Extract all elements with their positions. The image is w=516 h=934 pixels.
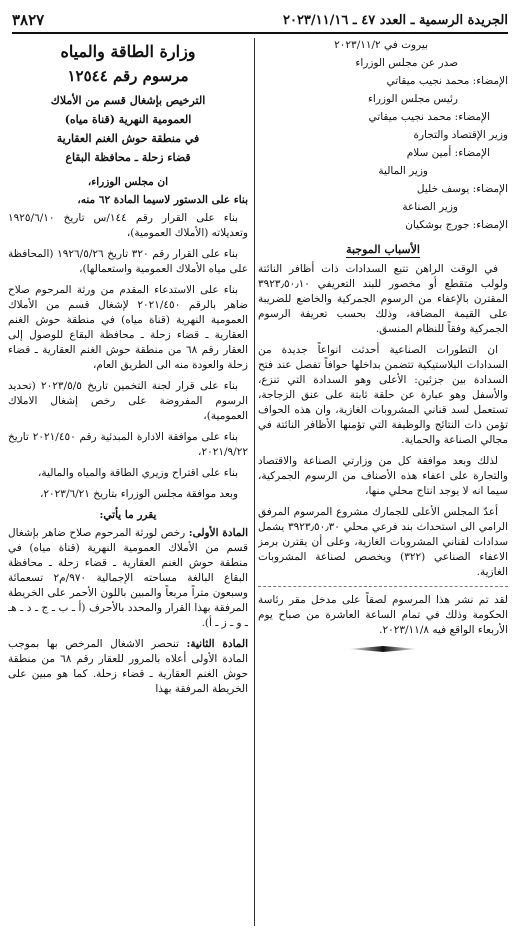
- ornament-divider: [348, 646, 418, 652]
- signature-line: الإمضاء: يوسف خليل: [416, 183, 508, 195]
- gazette-issue-title: الجريدة الرسمية ـ العدد ٤٧ ـ ٢٠٢٣/١١/١٦: [282, 12, 508, 28]
- subject-line: في منطقة حوش الغنم العقارية: [56, 132, 200, 145]
- signature-line: الإمضاء: محمد نجيب ميقاتي: [386, 75, 508, 87]
- constitution-recital: بناء على الدستور لاسيما المادة ٦٢ منه،: [77, 194, 248, 206]
- reason-paragraph: ان التطورات الصناعية أحدثت انواعاً جديدة من السدادات البلاستيكية تتضمن بداخلها حوافاً تفصل عند فتح السدادة بين جزئين: الأعلى وهو السدادة التي تنزع، والأسفل وهو عبارة عن حلقة ثابتة على عنق الزجاجة، تستعمل لسد قناني المشروبات الغازية، وان هذه الحواف تؤمن ذات النتائج والوظيفة التي تؤمنها الأظافر النائتة في مجالي الصناعة والحماية.: [258, 344, 508, 446]
- recital-paragraph: وبعد موافقة مجلس الوزراء بتاريخ ٢٠٢٣/٦/٢١،: [40, 488, 238, 500]
- article-1: [8, 526, 248, 631]
- council-intro: ان مجلس الوزراء،: [87, 176, 169, 188]
- article-2-label: المادة الثانية:: [186, 638, 248, 650]
- reasons-section: [258, 262, 508, 580]
- recital-paragraph: بناء على موافقة الادارة المبدئية رقم ٢٠٢١/٤٥٠ تاريخ ٢٠٢١/٩/٢٢،: [8, 431, 248, 458]
- recital-paragraph: بناء على القرار رقم ١٤٤/س تاريخ ١٩٢٥/٦/١٠ وتعديلاته (الأملاك العمومية)،: [8, 212, 248, 239]
- signature-line: الإمضاء: جورج بوشكيان: [405, 219, 508, 231]
- page-header: [12, 8, 508, 34]
- article-1-label: المادة الأولى:: [188, 527, 248, 539]
- reasons-title: الأسباب الموجبة: [346, 243, 420, 256]
- recitals-list: [8, 211, 248, 502]
- signature-line: صدر عن مجلس الوزراء: [355, 57, 458, 69]
- recital-paragraph: بناء على قرار لجنة التخمين تاريخ ٢٠٢٣/٥/٥ (تحديد الرسوم المفروضة على رخص إشغال الاملاك العمومية)،: [8, 380, 248, 422]
- separator: [258, 586, 508, 587]
- article-2: [8, 637, 248, 697]
- publication-notice: لقد تم نشر هذا المرسوم لصقاً على مدخل مقر رئاسة الحكومة وذلك في تمام الساعة العاشرة من صباح يوم الأربعاء الواقع فيه ٢٠٢٣/١١/٨.: [258, 594, 508, 636]
- recital-paragraph: بناء على الاستدعاء المقدم من ورثة المرحوم صلاح ضاهر بالرقم ٢٠٢١/٤٥٠ لإشغال قسم من الأملاك العمومية النهرية (قناة مياه) في منطقة حوش الغنم العقارية ـ قضاء زحلة ـ محافظة البقاع للوصول إلى العقار رقم ٦٨ من منطقة حوش الغنم العقارية ـ قضاء زحلة والعودة منه الى الطريق العام،: [8, 284, 248, 371]
- subject-line: قضاء زحلة ـ محافظة البقاع: [65, 151, 191, 164]
- reason-paragraph: لذلك وبعد موافقة كل من وزارتي الصناعة والاقتصاد والتجارة على اعفاء هذه الأصناف من الرسوم الجمركية، سيما انه لا يوجد انتاج محلي منها،: [258, 455, 508, 497]
- right-column: [258, 38, 508, 928]
- signature-line: وزير الصناعة: [402, 201, 458, 213]
- subject-line: العمومية النهرية (قناة مياه): [64, 113, 192, 126]
- reason-paragraph: أعدّ المجلس الأعلى للجمارك مشروع المرسوم المرفق الرامي الى استحداث بند فرعي محلي ٣٩٢٣٫٥٠٫٣٠ يشمل سدادات لقناني المشروبات الغازية، وعلى أن يقترن برمز الاعفاء الصناعي (٣٢٢) ويخصص لصناعة المشروبات الغازية.: [258, 506, 508, 578]
- signature-line: بيروت في ٢٠٢٣/١١/٢: [334, 39, 428, 51]
- decree-number: مرسوم رقم ١٢٥٤٤: [67, 67, 189, 85]
- article-1-text: رخص لورثة المرحوم صلاح ضاهر بإشغال قسم من الأملاك العمومية النهرية (قناة مياه) في منطقة حوش الغنم العقارية ـ قضاء زحلة ـ محافظة البقاع البالغة مساحته الإجمالية ٩٧٠/م٢ تسعمائة وسبعون متراً مربعاً والمبين باللون الأحمر على الخريطة المرفقة بهذا القرار والمحدد بالأحرف (أ ـ ب ـ ج ـ د ـ هـ ـ و ـ ز ـ أ).: [8, 527, 248, 629]
- article-2-text: تنحصر الاشغال المرخص بها بموجب المادة الأولى أعلاه بالمرور للعقار رقم ٦٨ من منطقة حوش الغنم العقارية ـ قضاء زحلة. كما هو مبين على الخريطة المرفقة بهذا: [8, 638, 248, 695]
- recital-paragraph: بناء على اقتراح وزيري الطاقة والمياه والمالية،: [38, 467, 238, 479]
- signature-line: الإمضاء: أمين سلام: [406, 147, 490, 159]
- recital-paragraph: بناء على القرار رقم ٣٢٠ تاريخ ١٩٢٦/٥/٢٦ (المحافظة على مياه الأملاك العمومية واستعمالها)،: [8, 248, 248, 275]
- signature-line: رئيس مجلس الوزراء: [367, 93, 458, 105]
- ministry-title: وزارة الطاقة والمياه: [60, 42, 196, 61]
- signature-line: وزير المالية: [378, 165, 428, 177]
- signature-line: وزير الإقتصاد والتجارة: [413, 129, 508, 141]
- column-divider: [254, 38, 255, 926]
- page-number: ٣٨٢٧: [12, 11, 45, 29]
- signature-line: الإمضاء: محمد نجيب ميقاتي: [368, 111, 490, 123]
- decides-heading: يقرر ما يأتي:: [99, 509, 157, 521]
- left-column: [8, 38, 248, 928]
- subject-line: الترخيص بإشغال قسم من الأملاك: [50, 94, 206, 107]
- decree-subject: [8, 91, 248, 167]
- reason-paragraph: في الوقت الراهن تتبع السدادات ذات أظافر النائتة ولولب متقطع أو مخصور للبند التعريفي ٣٩٢٣٫٥٠٫١٠ المقترن بالإعفاء من الرسوم الجمركية والخاضع للضريبة على القيمة المضافة، وذلك بحسب تعريفة الرسوم الجمركية وفقاً للنظام المنسق.: [258, 263, 508, 335]
- signature-block: [258, 38, 508, 233]
